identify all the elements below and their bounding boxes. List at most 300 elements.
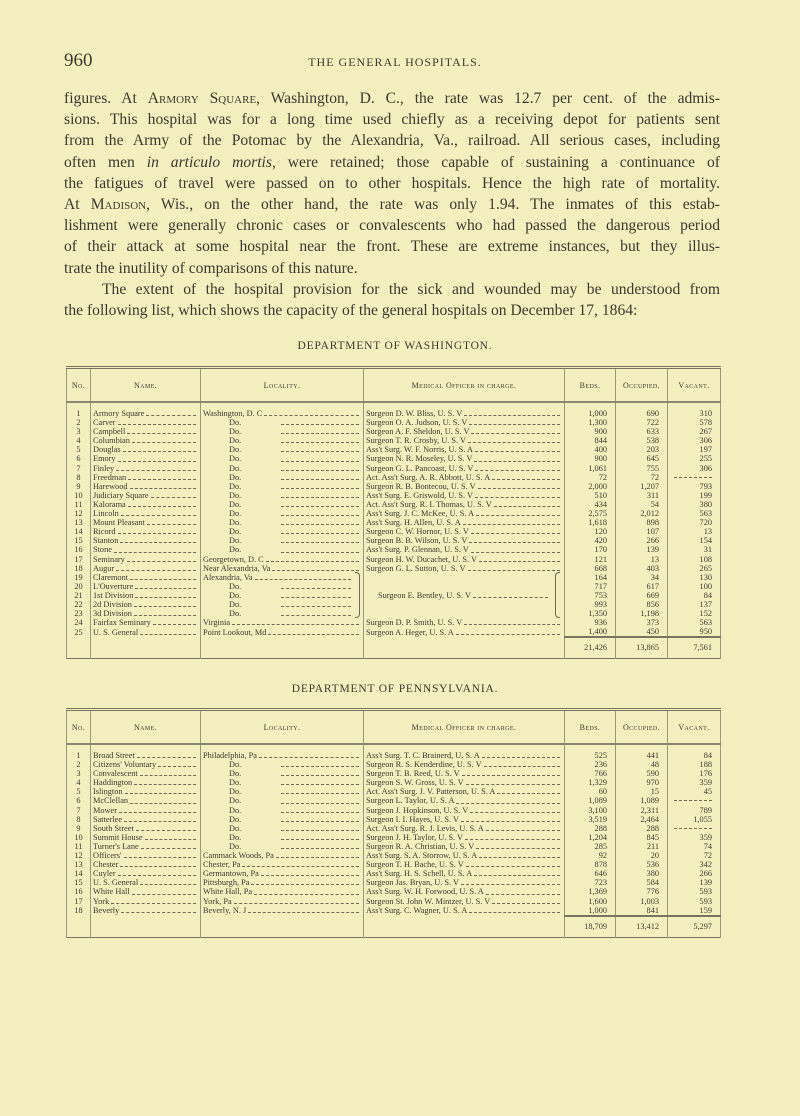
beds-value: 1,300: [565, 418, 616, 427]
medical-officer: [364, 851, 565, 860]
dot-leader: [281, 451, 359, 452]
text-segment: , Washington, D. C., the rate was 12.7 per cent. of the admis-: [256, 90, 720, 107]
washington-table: [66, 366, 720, 659]
dot-leader: [281, 533, 359, 534]
medical-officer: [364, 491, 565, 500]
spacer-cell: [201, 744, 364, 751]
beds-value: 236: [565, 760, 616, 769]
table-row: [67, 769, 721, 778]
locality-text: Do.: [229, 778, 242, 788]
dot-leader: [475, 497, 560, 498]
dot-leader: [130, 579, 196, 580]
locality-text: Do.: [229, 841, 242, 851]
beds-value: 668: [565, 564, 616, 573]
locality-text: Do.: [229, 490, 242, 500]
locality: [201, 564, 364, 573]
officer-cell: [366, 445, 562, 454]
locality-cell: [203, 887, 361, 896]
spacer-cell: [364, 744, 565, 751]
beds-value: 900: [565, 427, 616, 436]
officer-text: Ass't Surg. C. Wagner, U. S. A: [366, 906, 468, 916]
dot-leader: [281, 588, 351, 589]
text-segment: sions. This hospital was for a long time used chiefly as a receiving depot for patients sent: [64, 111, 720, 129]
dot-leader: [264, 415, 359, 416]
text-segment: , were retained; those capable of sustaining a continuance of: [271, 153, 720, 171]
officer-cell: [366, 860, 562, 869]
spacer-cell: [616, 744, 668, 751]
medical-officer: [364, 609, 565, 618]
text-line: [64, 236, 720, 257]
medical-officer: [364, 473, 565, 482]
hospital-name: [91, 778, 201, 787]
beds-value: 288: [565, 824, 616, 833]
locality-cell: [203, 897, 361, 906]
occupied-value: 54: [616, 500, 668, 509]
table-row: [67, 824, 721, 833]
dot-leader: [497, 793, 560, 794]
locality-text: Do.: [229, 814, 242, 824]
empty-vacant: [668, 473, 721, 482]
row-number: 3: [67, 769, 91, 778]
officer-cell: [366, 628, 562, 637]
hospital-name: [91, 851, 201, 860]
officer-text: Ass't Surg. E. Griswold, U. S. V: [366, 490, 473, 500]
occupied-value: 2,464: [616, 815, 668, 824]
row-number: 16: [67, 887, 91, 896]
vacant-value: 13: [668, 527, 721, 536]
dot-leader: [464, 415, 560, 416]
dot-leader: [120, 542, 196, 543]
table: [66, 366, 721, 659]
table-row: [67, 518, 721, 527]
empty-cell: [364, 637, 565, 659]
dot-leader: [468, 570, 561, 571]
beds-value: 723: [565, 878, 616, 887]
name-text: Summit House: [93, 832, 143, 842]
name-text: Beverly: [93, 906, 120, 916]
dot-leader: [118, 533, 196, 534]
locality-text: Do.: [229, 545, 242, 555]
name-cell: [93, 464, 198, 473]
beds-value: 878: [565, 860, 616, 869]
dot-leader: [281, 793, 359, 794]
column-header-vacant: Vacant.: [668, 710, 721, 745]
beds-value: 164: [565, 573, 616, 582]
column-header-no: No.: [67, 710, 91, 745]
dot-leader: [135, 588, 196, 589]
dot-leader: [123, 451, 196, 452]
row-number: 5: [67, 787, 91, 796]
dot-leader: [281, 839, 359, 840]
hospital-name: [91, 418, 201, 427]
name-cell: [93, 527, 198, 536]
name-cell: [93, 518, 198, 527]
locality: [201, 473, 364, 482]
officer-cell: [366, 751, 562, 760]
dot-leader: [232, 624, 359, 625]
locality-text: Pittsburgh, Pa: [203, 878, 250, 888]
column-header-occupied: Occupied.: [616, 368, 668, 403]
locality: [201, 860, 364, 869]
table-row: [67, 582, 721, 591]
table-row: [67, 445, 721, 454]
medical-officer: [364, 573, 565, 582]
medical-officer: [364, 564, 565, 573]
locality: [201, 518, 364, 527]
officer-cell: [366, 436, 562, 445]
locality-text: Beverly, N. J: [203, 906, 247, 916]
table-row: [67, 842, 721, 851]
occupied-value: 107: [616, 527, 668, 536]
dot-leader: [466, 784, 560, 785]
locality: [201, 509, 364, 518]
table-row: [67, 454, 721, 463]
medical-officer: [364, 545, 565, 554]
hospital-name: [91, 436, 201, 445]
vacant-value: 563: [668, 618, 721, 627]
dot-leader: [116, 470, 196, 471]
name-text: Douglas: [93, 445, 121, 455]
column-header-locality: Locality.: [201, 710, 364, 745]
medical-officer: [364, 751, 565, 760]
occupied-value: 373: [616, 618, 668, 627]
dot-leader: [463, 524, 560, 525]
medical-officer: [364, 627, 565, 637]
name-text: Islington: [93, 787, 123, 797]
officer-text: Surgeon E. Bentley, U. S. V: [378, 590, 471, 600]
dot-leader: [145, 839, 196, 840]
officer-cell: [366, 842, 562, 851]
name-text: McClellan: [93, 796, 129, 806]
name-text: Emory: [93, 454, 116, 464]
name-text: Mower: [93, 805, 117, 815]
locality-cell: [203, 427, 361, 436]
vacant-value: 306: [668, 464, 721, 473]
dot-leader: [470, 812, 560, 813]
hospital-name: [91, 509, 201, 518]
locality: [201, 760, 364, 769]
dot-leader: [276, 857, 359, 858]
row-number: 23: [67, 609, 91, 618]
vacant-value: 72: [668, 851, 721, 860]
vacant-value: 84: [668, 751, 721, 760]
row-number: 22: [67, 600, 91, 609]
name-cell: [93, 860, 198, 869]
dot-leader: [132, 442, 196, 443]
table-row: [67, 409, 721, 418]
occupied-value: 755: [616, 464, 668, 473]
locality-cell: [203, 445, 361, 454]
text-line: [64, 152, 720, 173]
beds-value: 646: [565, 869, 616, 878]
table-row: [67, 860, 721, 869]
locality-text: Germantown, Pa: [203, 869, 259, 879]
locality: [201, 806, 364, 815]
name-cell: [93, 751, 198, 760]
beds-value: 92: [565, 851, 616, 860]
name-text: Citizens' Voluntary: [93, 760, 157, 770]
officer-cell: [366, 527, 562, 536]
dot-leader: [281, 830, 359, 831]
beds-value: 72: [565, 473, 616, 482]
dot-leader: [482, 757, 560, 758]
vacant-value: 593: [668, 897, 721, 906]
vacant-value: 950: [668, 627, 721, 637]
table-row: [67, 482, 721, 491]
dot-leader: [158, 766, 196, 767]
table-row: [67, 751, 721, 760]
hospital-name: [91, 824, 201, 833]
locality-text: Do.: [229, 518, 242, 528]
locality-text: Do.: [229, 499, 242, 509]
dot-leader: [281, 461, 359, 462]
name-text: Judiciary Square: [93, 490, 149, 500]
column-header-beds: Beds.: [565, 710, 616, 745]
vacant-value: 139: [668, 878, 721, 887]
officer-text: Ass't Surg. T. C. Brainerd, U. S. A: [366, 751, 480, 760]
dot-leader: [136, 830, 196, 831]
spacer-cell: [364, 402, 565, 409]
row-number: 21: [67, 591, 91, 600]
hospital-name: [91, 627, 201, 637]
dot-leader: [128, 479, 196, 480]
name-text: Turner's Lane: [93, 841, 139, 851]
empty-cell: [91, 637, 201, 659]
text-segment: the following list, which shows the capacity of the general hospitals on December 17, 1864:: [64, 301, 638, 319]
name-text: Haddington: [93, 778, 133, 788]
dot-leader: [151, 497, 196, 498]
vacant-value: 265: [668, 564, 721, 573]
dot-leader: [462, 775, 560, 776]
dot-leader: [137, 757, 196, 758]
medical-officer: [364, 618, 565, 627]
spacer-row: [67, 744, 721, 751]
row-number: 7: [67, 464, 91, 473]
medical-officer: [364, 454, 565, 463]
locality-cell: [203, 409, 361, 418]
vacant-value: 359: [668, 833, 721, 842]
officer-cell: [366, 760, 562, 769]
table-row: [67, 600, 721, 609]
row-number: 10: [67, 833, 91, 842]
officer-cell: [366, 869, 562, 878]
row-number: 16: [67, 545, 91, 554]
occupied-value: 722: [616, 418, 668, 427]
name-text: Cuyler: [93, 869, 116, 879]
officer-cell: [366, 878, 562, 887]
name-text: L'Ouverture: [93, 581, 134, 591]
officer-text: Surgeon N. R. Moseley, U. S. V: [366, 454, 473, 464]
hospital-name: [91, 760, 201, 769]
hospital-name: [91, 591, 201, 600]
table-row: [67, 427, 721, 436]
hospital-name: [91, 482, 201, 491]
locality-cell: [203, 536, 361, 545]
hospital-name: [91, 787, 201, 796]
dash-placeholder: [674, 800, 712, 801]
column-header-officer: Medical Officer in charge.: [364, 710, 565, 745]
dot-leader: [461, 884, 560, 885]
locality: [201, 751, 364, 760]
row-number: 14: [67, 869, 91, 878]
totals-row: [67, 916, 721, 938]
name-text: Convalescent: [93, 769, 138, 779]
officer-cell: [366, 564, 562, 573]
dot-leader: [281, 506, 359, 507]
vacant-value: 197: [668, 445, 721, 454]
occupied-value: 203: [616, 445, 668, 454]
occupied-value: 1,089: [616, 796, 668, 805]
locality: [201, 833, 364, 842]
officer-text: Surgeon T. R. Crosby, U. S. V: [366, 436, 467, 446]
occupied-value: 403: [616, 564, 668, 573]
locality-text: Do.: [229, 481, 242, 491]
locality-cell: [203, 769, 361, 778]
beds-value: 1,089: [565, 796, 616, 805]
name-cell: [93, 878, 198, 887]
small-caps-text: Madison: [90, 195, 147, 213]
locality: [201, 454, 364, 463]
locality-cell: [203, 545, 361, 554]
medical-officer: [364, 509, 565, 518]
locality-cell: [203, 760, 361, 769]
name-cell: [93, 778, 198, 787]
locality-cell: [203, 751, 361, 760]
occupied-value: 584: [616, 878, 668, 887]
dot-leader: [281, 848, 359, 849]
locality-cell: [203, 833, 361, 842]
dot-leader: [147, 524, 196, 525]
spacer-cell: [201, 402, 364, 409]
occupied-value: 690: [616, 409, 668, 418]
row-number: 3: [67, 427, 91, 436]
medical-officer: [364, 582, 565, 591]
officer-cell: [366, 545, 562, 554]
name-text: Officers': [93, 851, 122, 861]
locality-text: Do.: [229, 805, 242, 815]
dot-leader: [272, 570, 359, 571]
vacant-value: 267: [668, 427, 721, 436]
medical-officer: [364, 796, 565, 805]
name-cell: [93, 545, 198, 554]
total-vacant: 5,297: [668, 916, 721, 938]
row-number: 12: [67, 509, 91, 518]
officer-cell: [366, 806, 562, 815]
occupied-value: 139: [616, 545, 668, 554]
officer-cell: [366, 536, 562, 545]
hospital-name: [91, 427, 201, 436]
officer-cell: [366, 815, 562, 824]
beds-value: 1,204: [565, 833, 616, 842]
name-cell: [93, 851, 198, 860]
name-cell: [93, 815, 198, 824]
row-number: 13: [67, 518, 91, 527]
medical-officer: [364, 536, 565, 545]
locality-text: Do.: [229, 787, 242, 797]
name-cell: [93, 760, 198, 769]
spacer-cell: [91, 744, 201, 751]
locality: [201, 582, 364, 591]
text-segment: of their attack at some hospital near the front. These are extreme instances, but they illus-: [64, 238, 720, 256]
beds-value: 766: [565, 769, 616, 778]
text-line: [64, 258, 720, 279]
locality: [201, 878, 364, 887]
beds-value: 1,400: [565, 627, 616, 637]
table-row: [67, 545, 721, 554]
locality-cell: [203, 600, 361, 609]
dot-leader: [281, 515, 359, 516]
occupied-value: 15: [616, 787, 668, 796]
officer-text: Surgeon L. Taylor, U. S. A: [366, 796, 455, 806]
locality-cell: [203, 527, 361, 536]
occupied-value: 1,198: [616, 609, 668, 618]
name-cell: [93, 536, 198, 545]
occupied-value: 645: [616, 454, 668, 463]
total-beds: 18,709: [565, 916, 616, 938]
locality: [201, 897, 364, 906]
vacant-value: 176: [668, 769, 721, 778]
vacant-value: 310: [668, 409, 721, 418]
name-cell: [93, 906, 198, 915]
occupied-value: 669: [616, 591, 668, 600]
locality-cell: [203, 564, 361, 573]
table-row: [67, 473, 721, 482]
dot-leader: [456, 803, 560, 804]
small-caps-text: Armory Square: [147, 90, 257, 107]
locality-text: Chester, Pa: [203, 860, 241, 870]
table-row: [67, 897, 721, 906]
locality-cell: [203, 787, 361, 796]
name-cell: [93, 609, 198, 618]
row-number: 2: [67, 760, 91, 769]
dot-leader: [140, 884, 196, 885]
column-header-occupied: Occupied.: [616, 710, 668, 745]
name-text: White Hall: [93, 887, 130, 897]
hospital-name: [91, 769, 201, 778]
hospital-name: [91, 878, 201, 887]
text-line: [64, 88, 720, 109]
beds-value: 844: [565, 436, 616, 445]
officer-text: Surgeon S. W. Gross, U. S. V: [366, 778, 464, 788]
locality-cell: [203, 824, 361, 833]
officer-cell: [366, 824, 562, 833]
name-cell: [93, 600, 198, 609]
vacant-value: 793: [668, 482, 721, 491]
name-text: Claremont: [93, 572, 129, 582]
pennsylvania-table: [66, 708, 720, 938]
occupied-value: 211: [616, 842, 668, 851]
locality: [201, 851, 364, 860]
occupied-value: 845: [616, 833, 668, 842]
vacant-value: 593: [668, 887, 721, 896]
officer-text: Surgeon D. P. Smith, U. S. V: [366, 618, 463, 628]
beds-value: 121: [565, 555, 616, 564]
dot-leader: [486, 830, 560, 831]
name-cell: [93, 418, 198, 427]
locality-text: Do.: [229, 536, 242, 546]
dot-leader: [476, 848, 560, 849]
name-cell: [93, 618, 198, 627]
dot-leader: [471, 533, 560, 534]
name-cell: [93, 796, 198, 805]
dot-leader: [469, 542, 560, 543]
officer-text: Act. Ass't Surg. J. V. Patterson, U. S. A: [366, 787, 496, 797]
occupied-value: 617: [616, 582, 668, 591]
name-cell: [93, 482, 198, 491]
name-cell: [93, 427, 198, 436]
medical-officer: [364, 427, 565, 436]
locality-cell: [203, 491, 361, 500]
